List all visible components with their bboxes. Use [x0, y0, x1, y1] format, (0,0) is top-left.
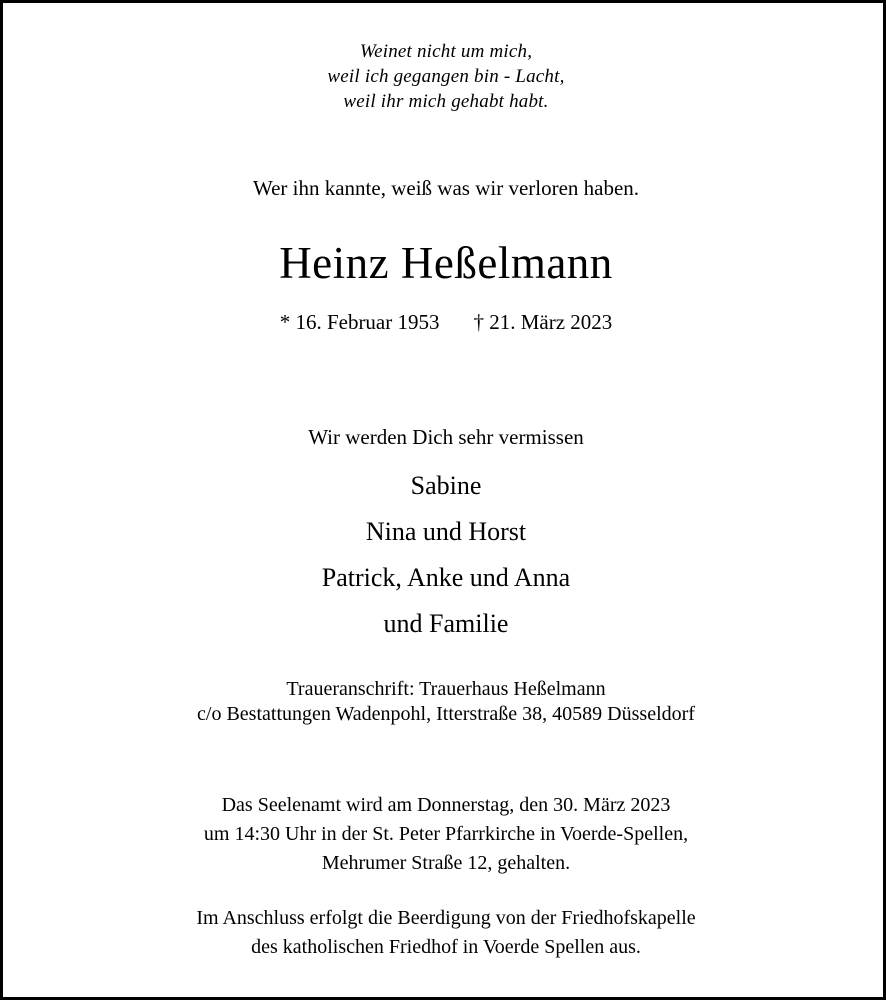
quote-line-1: Weinet nicht um mich,: [359, 41, 533, 62]
burial-line-1: Im Anschluss erfolgt die Beerdigung von der Friedhofskapelle: [196, 907, 696, 929]
quote-line-2: weil ich gegangen bin - Lacht,: [327, 66, 565, 87]
mourner-name: Patrick, Anke und Anna: [321, 563, 571, 592]
intro-text: Wer ihn kannte, weiß was wir verloren haben.: [252, 176, 640, 200]
death-date: † 21. März 2023: [473, 310, 613, 334]
mourner-name: und Familie: [383, 609, 509, 638]
mourner-name: Nina und Horst: [365, 517, 527, 546]
service-line-2: um 14:30 Uhr in der St. Peter Pfarrkirche in Voerde-Spellen,: [203, 823, 689, 845]
service-line-3: Mehrumer Straße 12, gehalten.: [321, 852, 571, 874]
address-line-1: Traueranschrift: Trauerhaus Heßelmann: [286, 678, 606, 700]
deceased-name: Heinz Heßelmann: [279, 238, 613, 288]
mourner-name: Sabine: [410, 471, 482, 500]
burial-line-2: des katholischen Friedhof in Voerde Spellen aus.: [251, 936, 641, 958]
quote-line-3: weil ihr mich gehabt habt.: [343, 91, 549, 112]
service-line-1: Das Seelenamt wird am Donnerstag, den 30. März 2023: [221, 794, 671, 816]
life-dates: [3, 310, 886, 335]
address-line-2: c/o Bestattungen Wadenpohl, Itterstraße 38, 40589 Düsseldorf: [197, 703, 695, 725]
mourners-heading: Wir werden Dich sehr vermissen: [308, 425, 584, 449]
birth-date: * 16. Februar 1953: [279, 310, 440, 334]
